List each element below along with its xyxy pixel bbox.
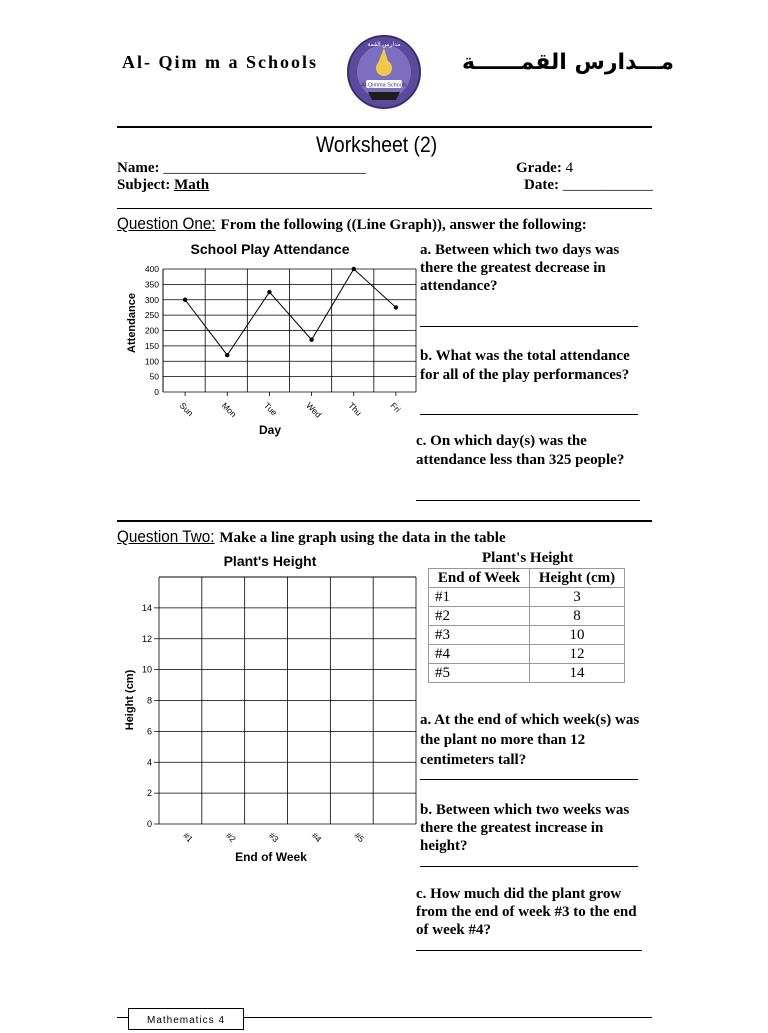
grade-value: 4 <box>565 160 574 176</box>
q2-instruction: Make a line graph using the data in the table <box>219 530 506 546</box>
table-header-row <box>429 569 625 588</box>
x-tick-label: #5 <box>352 830 367 845</box>
table-row <box>429 626 625 645</box>
q2-question-c: c. How much did the plant grow from the end of week #3 to the end of week #4? <box>416 886 637 938</box>
x-tick-label: #2 <box>224 830 238 845</box>
logo-arabic: مدارس القمة <box>367 42 401 48</box>
q2-answer-a[interactable] <box>420 779 638 780</box>
y-tick-label: 250 <box>144 310 159 321</box>
y-tick-label: 2 <box>146 788 152 799</box>
data-point <box>267 290 271 294</box>
q1-question-a: a. Between which two days was there the greatest decrease in attendance? <box>420 242 620 294</box>
q2-question-b: b. Between which two weeks was there the greatest increase in height? <box>420 802 630 854</box>
q2-answer-b[interactable] <box>420 866 638 867</box>
data-point <box>183 298 187 302</box>
plant-data-table <box>428 568 625 683</box>
y-tick-label: 14 <box>141 602 152 613</box>
table-row <box>429 664 625 683</box>
divider-q2 <box>117 520 652 522</box>
q2-heading <box>117 527 506 547</box>
chart-title: Plant's Height <box>223 553 317 569</box>
q1-heading <box>117 214 587 234</box>
table-cell-height: 10 <box>530 626 625 645</box>
table-cell-week: #1 <box>429 588 530 607</box>
x-tick-label: Mon <box>219 400 239 420</box>
logo-caption: Al-Qimma Schools <box>361 82 407 89</box>
data-point <box>225 353 229 357</box>
y-tick-label: 6 <box>146 726 152 737</box>
name-label: Name: <box>117 160 160 176</box>
series-line <box>185 269 396 355</box>
grade-row <box>516 160 573 177</box>
school-name-arabic: مـــدارس القمــــــة <box>462 50 674 75</box>
x-tick-label: #4 <box>309 830 324 845</box>
data-point <box>309 338 313 342</box>
data-point <box>352 267 356 271</box>
q1-label: Question One: <box>117 214 216 233</box>
y-tick-label: 10 <box>141 664 152 675</box>
grade-label: Grade: <box>516 160 562 176</box>
y-tick-label: 0 <box>146 819 152 829</box>
y-tick-label: 4 <box>146 757 152 768</box>
x-tick-label: Thu <box>346 400 364 418</box>
x-axis-label: Day <box>258 423 282 437</box>
y-tick-label: 150 <box>144 340 159 351</box>
table-header-week: End of Week <box>429 569 530 588</box>
x-axis-label: End of Week <box>235 850 307 864</box>
subject-row <box>117 177 209 194</box>
table-row <box>429 645 625 664</box>
x-tick-label: Sun <box>177 400 196 419</box>
footer-label: Mathematics 4 <box>128 1008 244 1030</box>
date-label: Date: <box>524 177 559 193</box>
q2-question-a: a. At the end of which week(s) was the plant no more than 12 centimeters tall? <box>420 712 640 768</box>
q1-instruction: From the following ((Line Graph)), answer the following: <box>220 217 587 233</box>
date-field[interactable]: ____________ <box>562 177 653 193</box>
x-tick-label: Tue <box>262 400 280 418</box>
subject-label: Subject: <box>117 177 171 193</box>
x-tick-label: Wed <box>304 400 324 420</box>
table-cell-height: 12 <box>530 645 625 664</box>
table-cell-height: 3 <box>530 588 625 607</box>
y-tick-label: 300 <box>144 294 159 305</box>
table-cell-week: #4 <box>429 645 530 664</box>
q1-question-b: b. What was the total attendance for all of the play performances? <box>420 348 630 383</box>
y-axis-label: Height (cm) <box>124 669 136 731</box>
y-tick-label: 50 <box>149 371 159 382</box>
chart-title: School Play Attendance <box>190 241 350 257</box>
data-point <box>394 305 398 309</box>
x-tick-label: Fri <box>388 400 403 415</box>
y-tick-label: 200 <box>144 325 159 336</box>
q2-answer-c[interactable] <box>416 950 642 951</box>
y-tick-label: 8 <box>146 695 152 706</box>
table-header-height: Height (cm) <box>530 569 625 588</box>
q1-answer-c[interactable] <box>416 500 640 501</box>
subject-value: Math <box>174 177 210 193</box>
table-cell-week: #3 <box>429 626 530 645</box>
table-title: Plant's Height <box>482 550 574 566</box>
table-row <box>429 588 625 607</box>
y-axis-label: Attendance <box>126 293 138 353</box>
attendance-chart <box>118 238 418 443</box>
table-cell-height: 8 <box>530 607 625 626</box>
y-tick-label: 100 <box>144 356 159 367</box>
divider-top <box>117 126 652 128</box>
table-row <box>429 607 625 626</box>
y-tick-label: 0 <box>154 387 159 397</box>
y-tick-label: 350 <box>144 279 159 290</box>
y-tick-label: 400 <box>144 264 159 274</box>
date-row <box>524 177 653 194</box>
q1-question-c: c. On which day(s) was the attendance less than 325 people? <box>416 433 625 468</box>
school-name-english: Al- Qim m a Schools <box>122 52 319 72</box>
name-row <box>117 160 366 177</box>
q1-answer-b[interactable] <box>420 414 638 415</box>
x-tick-label: #1 <box>181 830 196 845</box>
name-field[interactable]: ___________________________ <box>163 160 366 176</box>
table-cell-week: #5 <box>429 664 530 683</box>
y-tick-label: 12 <box>141 633 152 644</box>
table-cell-week: #2 <box>429 607 530 626</box>
q2-label: Question Two: <box>117 527 215 546</box>
plant-height-chart <box>118 550 418 870</box>
page-title: Worksheet (2) <box>316 132 438 157</box>
school-logo <box>346 34 422 110</box>
divider-info <box>117 208 652 209</box>
q1-answer-a[interactable] <box>420 326 638 327</box>
table-cell-height: 14 <box>530 664 625 683</box>
x-tick-label: #3 <box>266 830 281 845</box>
